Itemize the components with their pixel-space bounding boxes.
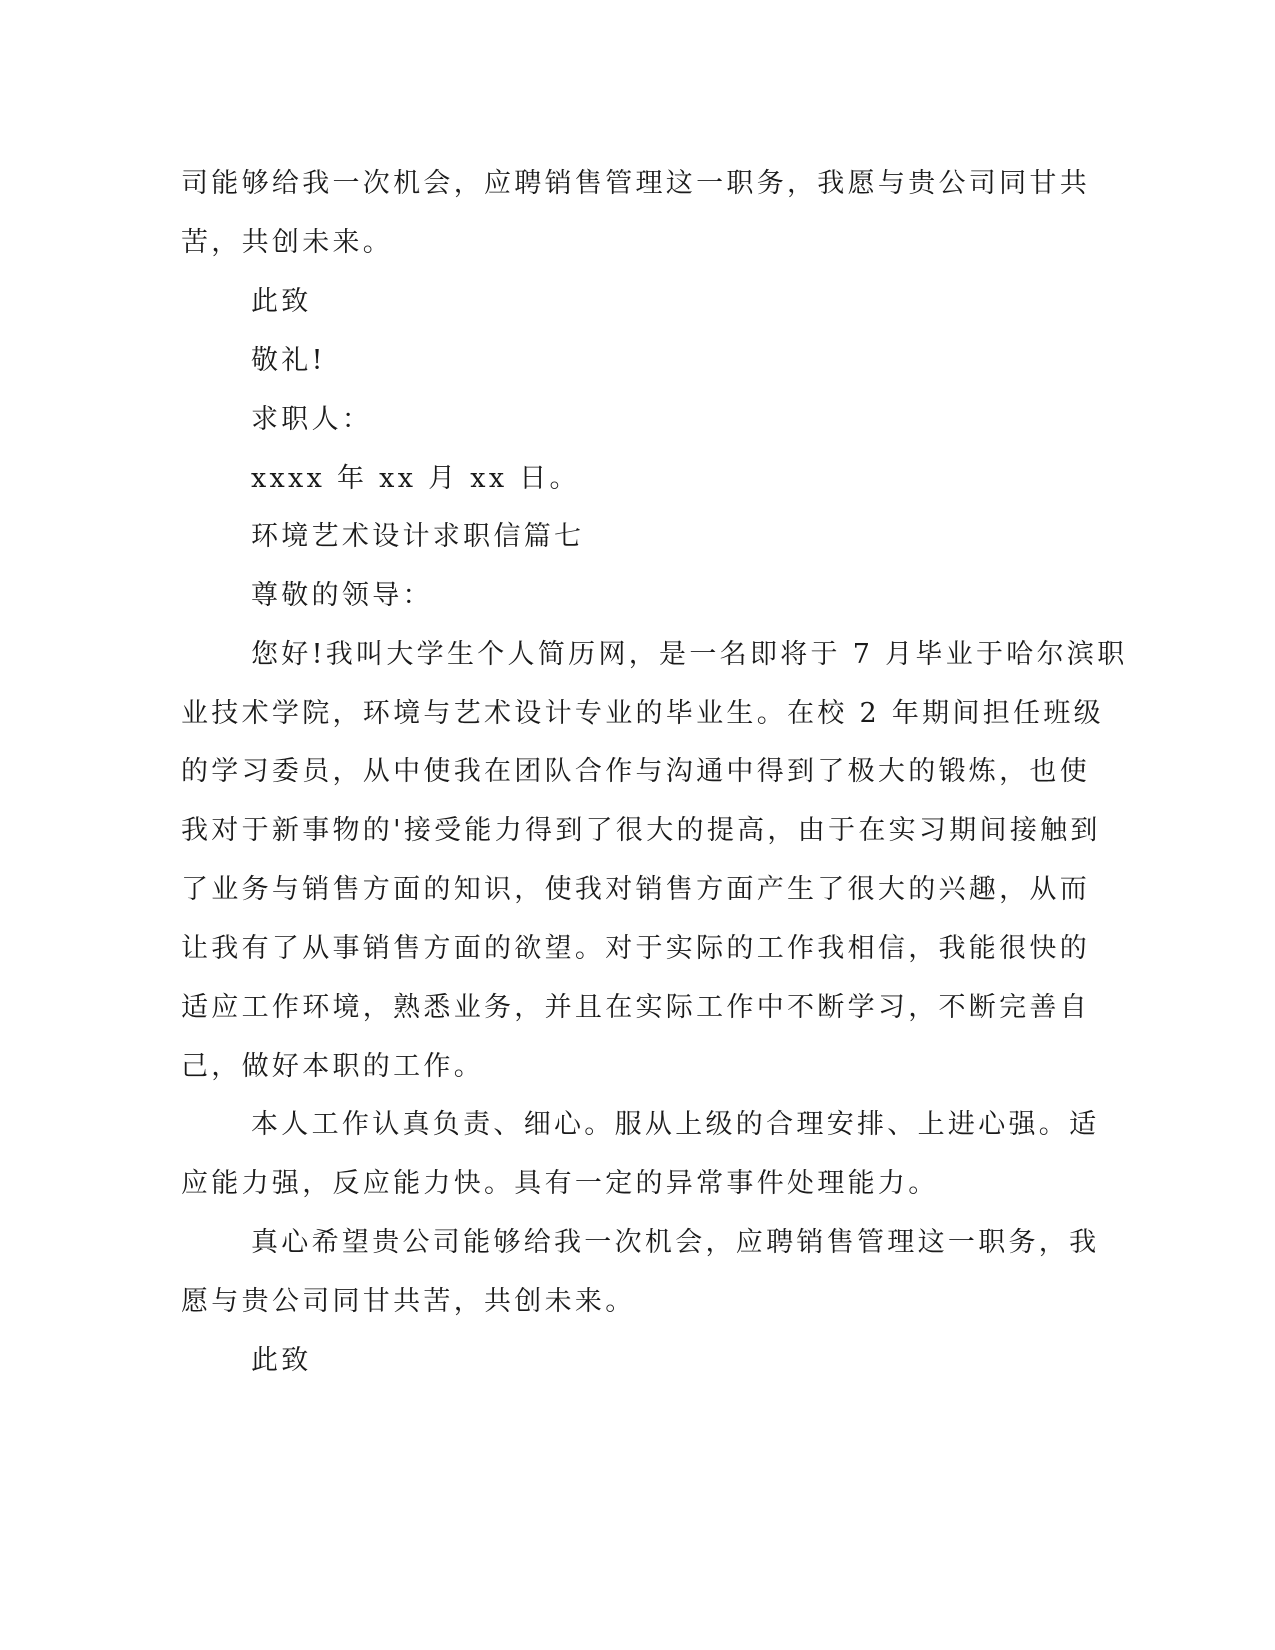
closing-salutation: 此致 [251, 1345, 312, 1376]
text-line: 让我有了从事销售方面的欲望。对于实际的工作我相信，我能很快的 [181, 933, 1090, 964]
text-line: 真心希望贵公司能够给我一次机会，应聘销售管理这一职务，我 [251, 1227, 1100, 1258]
greeting: 尊敬的领导： [251, 580, 433, 611]
text-line: 业技术学院，环境与艺术设计专业的毕业生。在校 2 年期间担任班级 [181, 698, 1104, 729]
date-line: xxxx 年 xx 月 xx 日。 [251, 463, 580, 494]
text-line: 您好!我叫大学生个人简历网，是一名即将于 7 月毕业于哈尔滨职 [251, 639, 1128, 670]
text-line: 的学习委员，从中使我在团队合作与沟通中得到了极大的锻炼，也使 [181, 756, 1090, 787]
text-line: 应能力强，反应能力快。具有一定的异常事件处理能力。 [181, 1168, 939, 1199]
text-line: 我对于新事物的'接受能力得到了很大的提高，由于在实习期间接触到 [181, 815, 1101, 846]
applicant-label: 求职人： [251, 404, 373, 435]
section-heading: 环境艺术设计求职信篇七 [251, 521, 585, 552]
text-line: 己，做好本职的工作。 [181, 1051, 484, 1082]
text-line: 本人工作认真负责、细心。服从上级的合理安排、上进心强。适 [251, 1109, 1100, 1140]
text-line: 愿与贵公司同甘共苦，共创未来。 [181, 1286, 636, 1317]
text-line: 司能够给我一次机会，应聘销售管理这一职务，我愿与贵公司同甘共 [181, 168, 1090, 199]
text-line: 适应工作环境，熟悉业务，并且在实际工作中不断学习，不断完善自 [181, 992, 1090, 1023]
text-line: 苦，共创未来。 [181, 227, 394, 258]
closing-regards: 敬礼! [251, 345, 326, 376]
closing-salutation: 此致 [251, 286, 312, 317]
text-line: 了业务与销售方面的知识，使我对销售方面产生了很大的兴趣，从而 [181, 874, 1090, 905]
